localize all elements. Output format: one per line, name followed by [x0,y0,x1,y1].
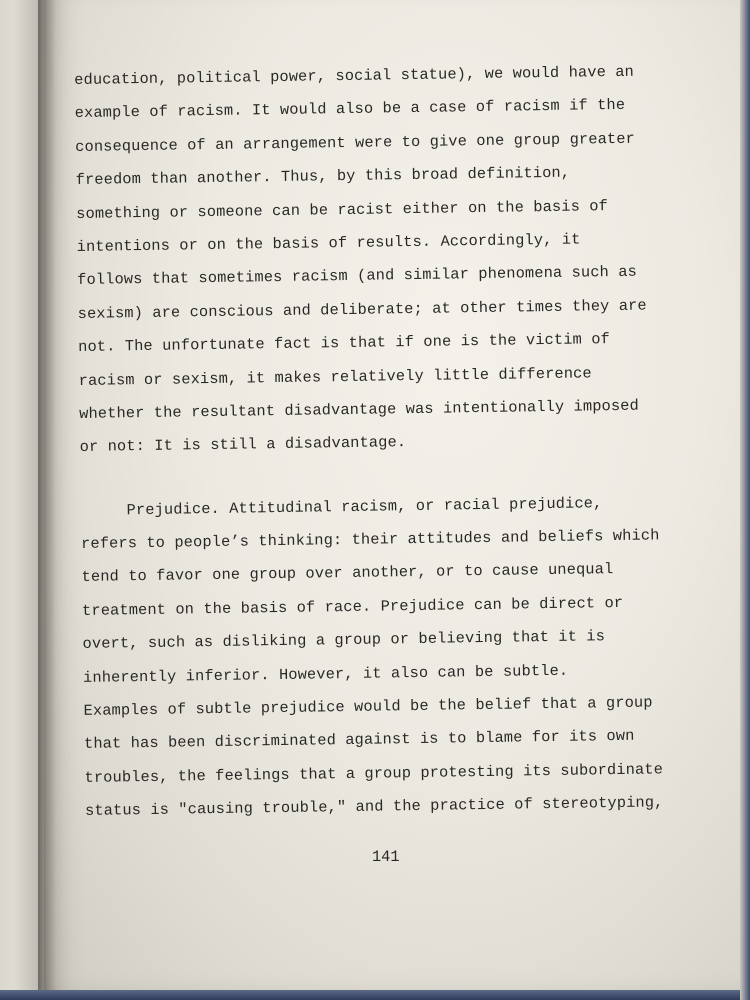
text-line: status is "causing trouble," and the practice of stereotyping, [84,793,664,821]
text-line: overt, such as disliking a group or believing that it is [82,627,606,654]
text-line: sexism) are conscious and deliberate; at other times they are [77,296,647,323]
text-line: follows that sometimes racism (and similar phenomena such as [77,263,638,290]
section-heading-line: Prejudice. Attitudinal racism, or racial prejudice, [126,493,603,519]
text-line: intentions or on the basis of results. Accordingly, it [76,230,581,256]
text-line: tend to favor one group over another, or to cause unequal [81,560,614,587]
text-line: something or someone can be racist either on the basis of [76,196,609,223]
text-line: treatment on the basis of race. Prejudice can be direct or [81,593,624,620]
cover-side-edge [740,0,750,1000]
text-line: that has been discriminated against is to blame for its own [83,727,635,754]
text-line: example of racism. It would also be a case of racism if the [74,96,626,123]
text-line: consequence of an arrangement were to give one group greater [75,129,636,156]
page-number: 141 [372,848,400,866]
text-line: freedom than another. Thus, by this broad definition, [75,163,571,190]
book-gutter-shadow [38,0,56,1000]
text-line: whether the resultant disadvantage was intentionally imposed [79,396,640,423]
text-line: racism or sexism, it makes relatively little difference [78,363,592,390]
text-line: education, political power, social statue), we would have an [74,62,635,89]
text-line: troubles, the feelings that a group protesting its subordinate [84,760,664,787]
text-line: Examples of subtle prejudice would be the belief that a group [83,693,653,720]
text-line: refers to people’s thinking: their attitudes and beliefs which [80,526,660,554]
text-line: inherently inferior. However, it also can be subtle. [82,661,569,687]
text-line: not. The unfortunate fact is that if one is the victim of [78,330,611,357]
binding-cover-edge [0,990,750,1000]
body-text [74,55,705,829]
text-line: or not: It is still a disadvantage. [79,433,407,457]
